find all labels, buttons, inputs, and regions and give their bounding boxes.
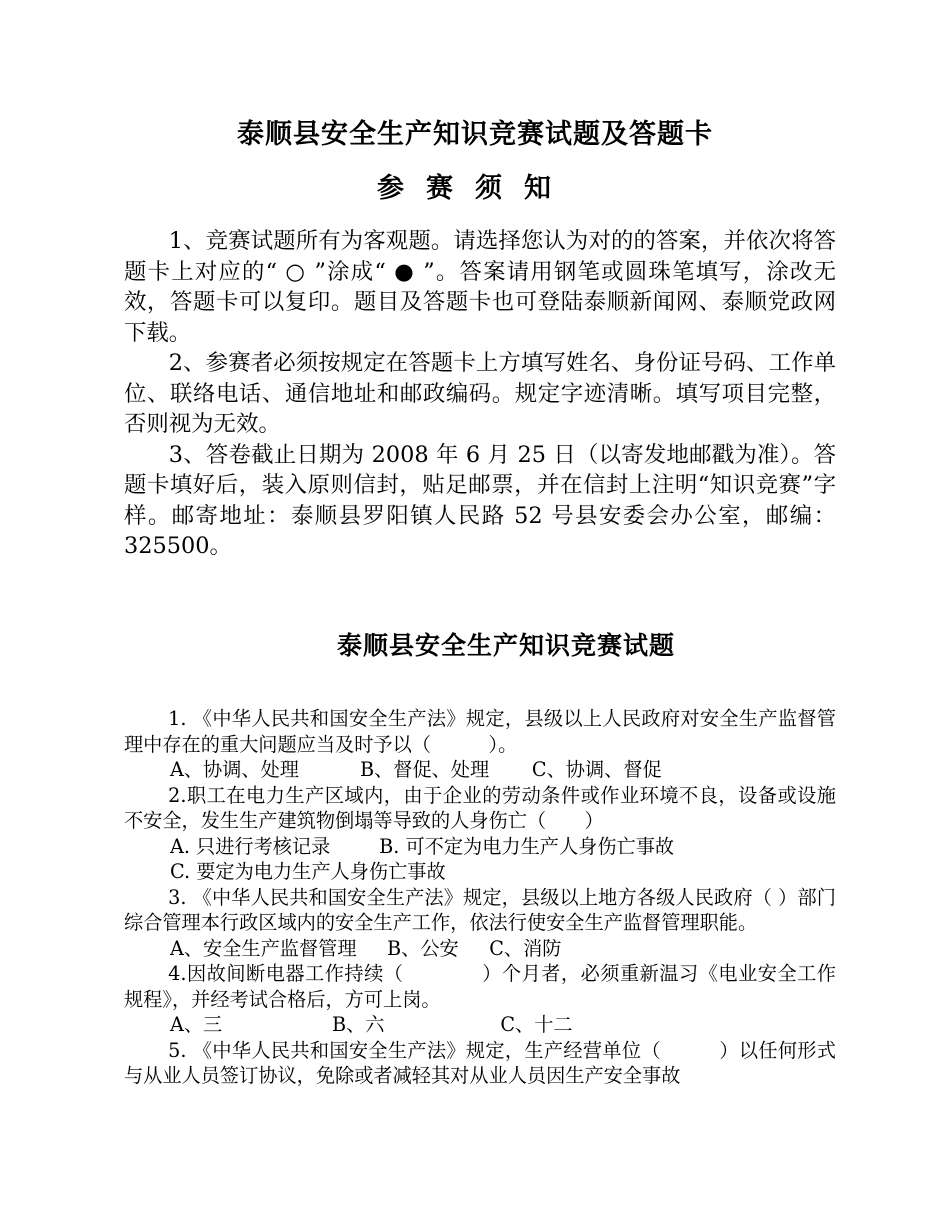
question-3: 3. 《中华人民共和国安全生产法》规定，县级以上地方各级人民政府（ ）部门综合管理本行政区域内的安全生产工作，依法行使安全生产监督管理职能。 bbox=[124, 885, 836, 934]
question-2: 2.职工在电力生产区域内，由于企业的劳动条件或作业环境不良，设备或设施不安全，发生生产建筑物倒塌等导致的人身伤亡（ ） bbox=[124, 783, 836, 832]
notice-item-3: 3、答卷截止日期为 2008 年 6 月 25 日（以寄发地邮戳为准）。答题卡填好后，装入原则信封，贴足邮票，并在信封上注明“知识竞赛”字样。邮寄地址：泰顺县罗阳镇人民路 52 号县安委会办公室，邮编：325500。 bbox=[124, 441, 836, 559]
question-1-options: A、协调、处理 B、督促、处理 C、协调、督促 bbox=[170, 758, 662, 781]
question-4-options: A、三 B、六 C、十二 bbox=[170, 1013, 573, 1036]
notice-heading: 参赛须知 bbox=[377, 173, 573, 204]
notice-section bbox=[124, 226, 836, 562]
question-4: 4.因故间断电器工作持续（ ）个月者，必须重新温习《电业安全工作规程》，并经考试合格后，方可上岗。 bbox=[124, 962, 836, 1011]
question-5: 5. 《中华人民共和国安全生产法》规定，生产经营单位（ ）以任何形式与从业人员签订协议，免除或者减轻其对从业人员因生产安全事故 bbox=[124, 1038, 836, 1087]
question-list bbox=[124, 706, 836, 1089]
document-title: 泰顺县安全生产知识竞赛试题及答题卡 bbox=[237, 119, 713, 150]
question-1: 1. 《中华人民共和国安全生产法》规定，县级以上人民政府对安全生产监督管理中存在的重大问题应当及时予以（ ）。 bbox=[124, 707, 836, 756]
exam-title: 泰顺县安全生产知识竞赛试题 bbox=[336, 631, 675, 660]
question-2-option-a-b: A. 只进行考核记录 B. 可不定为电力生产人身伤亡事故 bbox=[170, 834, 675, 858]
notice-item-2: 2、参赛者必须按规定在答题卡上方填写姓名、身份证号码、工作单位、联络电话、通信地址和邮政编码。规定字迹清晰。填写项目完整，否则视为无效。 bbox=[124, 350, 836, 437]
question-2-option-c: C. 要定为电力生产人身伤亡事故 bbox=[170, 860, 446, 883]
question-3-options: A、安全生产监督管理 B、公安 C、消防 bbox=[170, 936, 562, 960]
notice-item-1: 1、竞赛试题所有为客观题。请选择您认为对的的答案，并依次将答题卡上对应的“ ○ ”涂成“ ● ”。答案请用钢笔或圆珠笔填写，涂改无效，答题卡可以复印。题目及答题卡也可登陆泰顺新闻网、泰顺党政网下载。 bbox=[124, 228, 836, 346]
